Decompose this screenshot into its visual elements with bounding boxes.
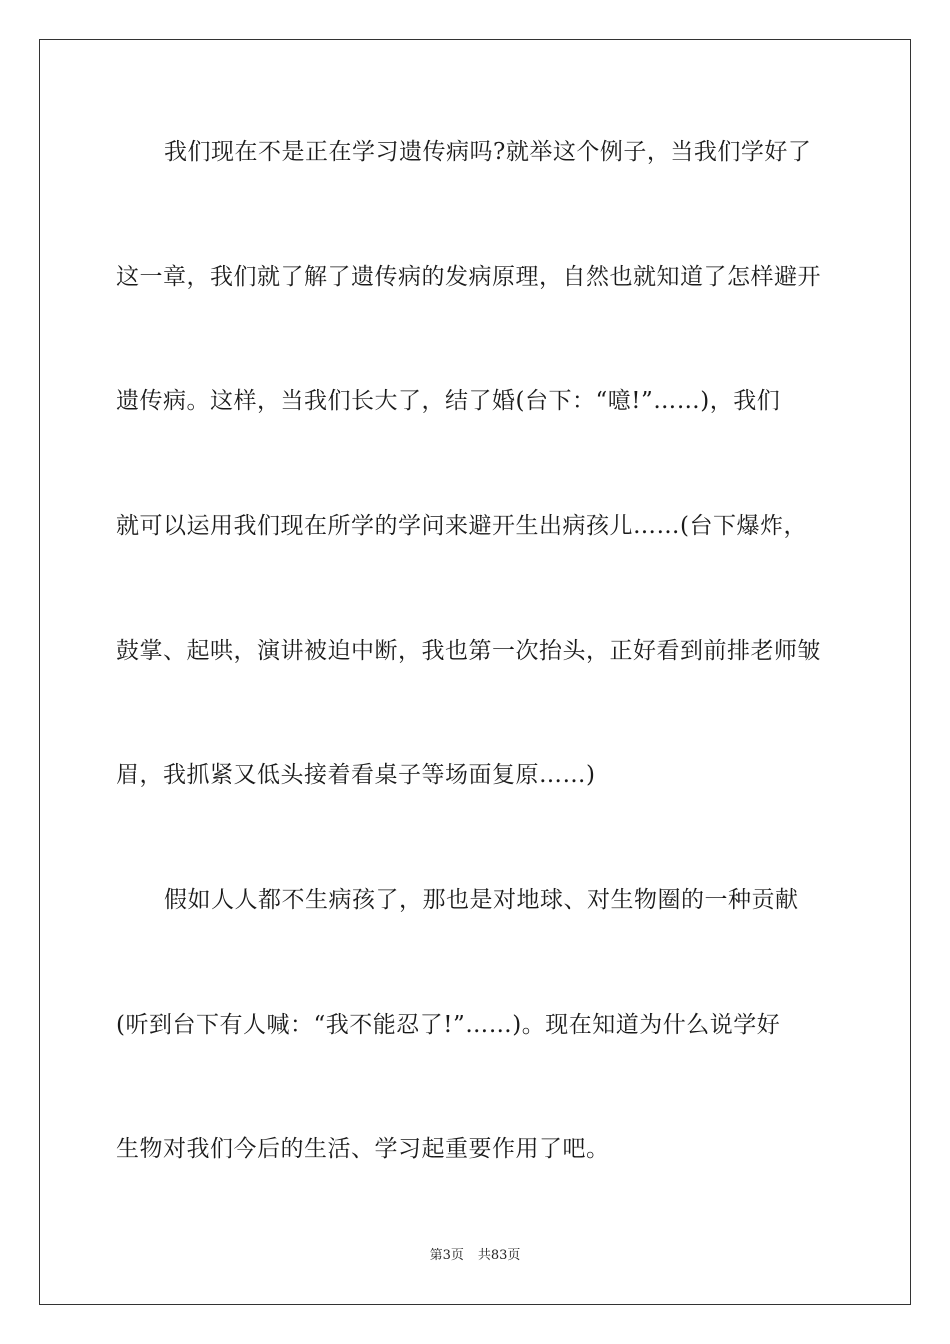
page-border [39, 39, 911, 1305]
paragraph-2-line-1: 假如人人都不生病孩了，那也是对地球、对生物圈的一种贡献 [164, 887, 799, 913]
paragraph-1-line-6: 眉，我抓紧又低头接着看桌子等场面复原……) [116, 762, 596, 788]
paragraph-1-line-2: 这一章，我们就了解了遗传病的发病原理，自然也就知道了怎样避开 [116, 264, 821, 290]
paragraph-1-line-4: 就可以运用我们现在所学的学问来避开生出病孩儿……(台下爆炸， [116, 513, 807, 539]
paragraph-1-line-1: 我们现在不是正在学习遗传病吗?就举这个例子，当我们学好了 [164, 139, 812, 165]
paragraph-1-line-5: 鼓掌、起哄，演讲被迫中断，我也第一次抬头，正好看到前排老师皱 [116, 638, 821, 664]
paragraph-2-line-3: 生物对我们今后的生活、学习起重要作用了吧。 [116, 1136, 610, 1162]
page-number-total: 共83页 [477, 1248, 521, 1263]
paragraph-2-line-2: (听到台下有人喊：“我不能忍了!”……)。现在知道为什么说学好 [116, 1012, 781, 1038]
page-footer [0, 1247, 950, 1265]
paragraph-1-line-3: 遗传病。这样，当我们长大了，结了婚(台下：“噫!”……)，我们 [116, 388, 781, 414]
page-number-current: 第3页 [429, 1248, 464, 1263]
